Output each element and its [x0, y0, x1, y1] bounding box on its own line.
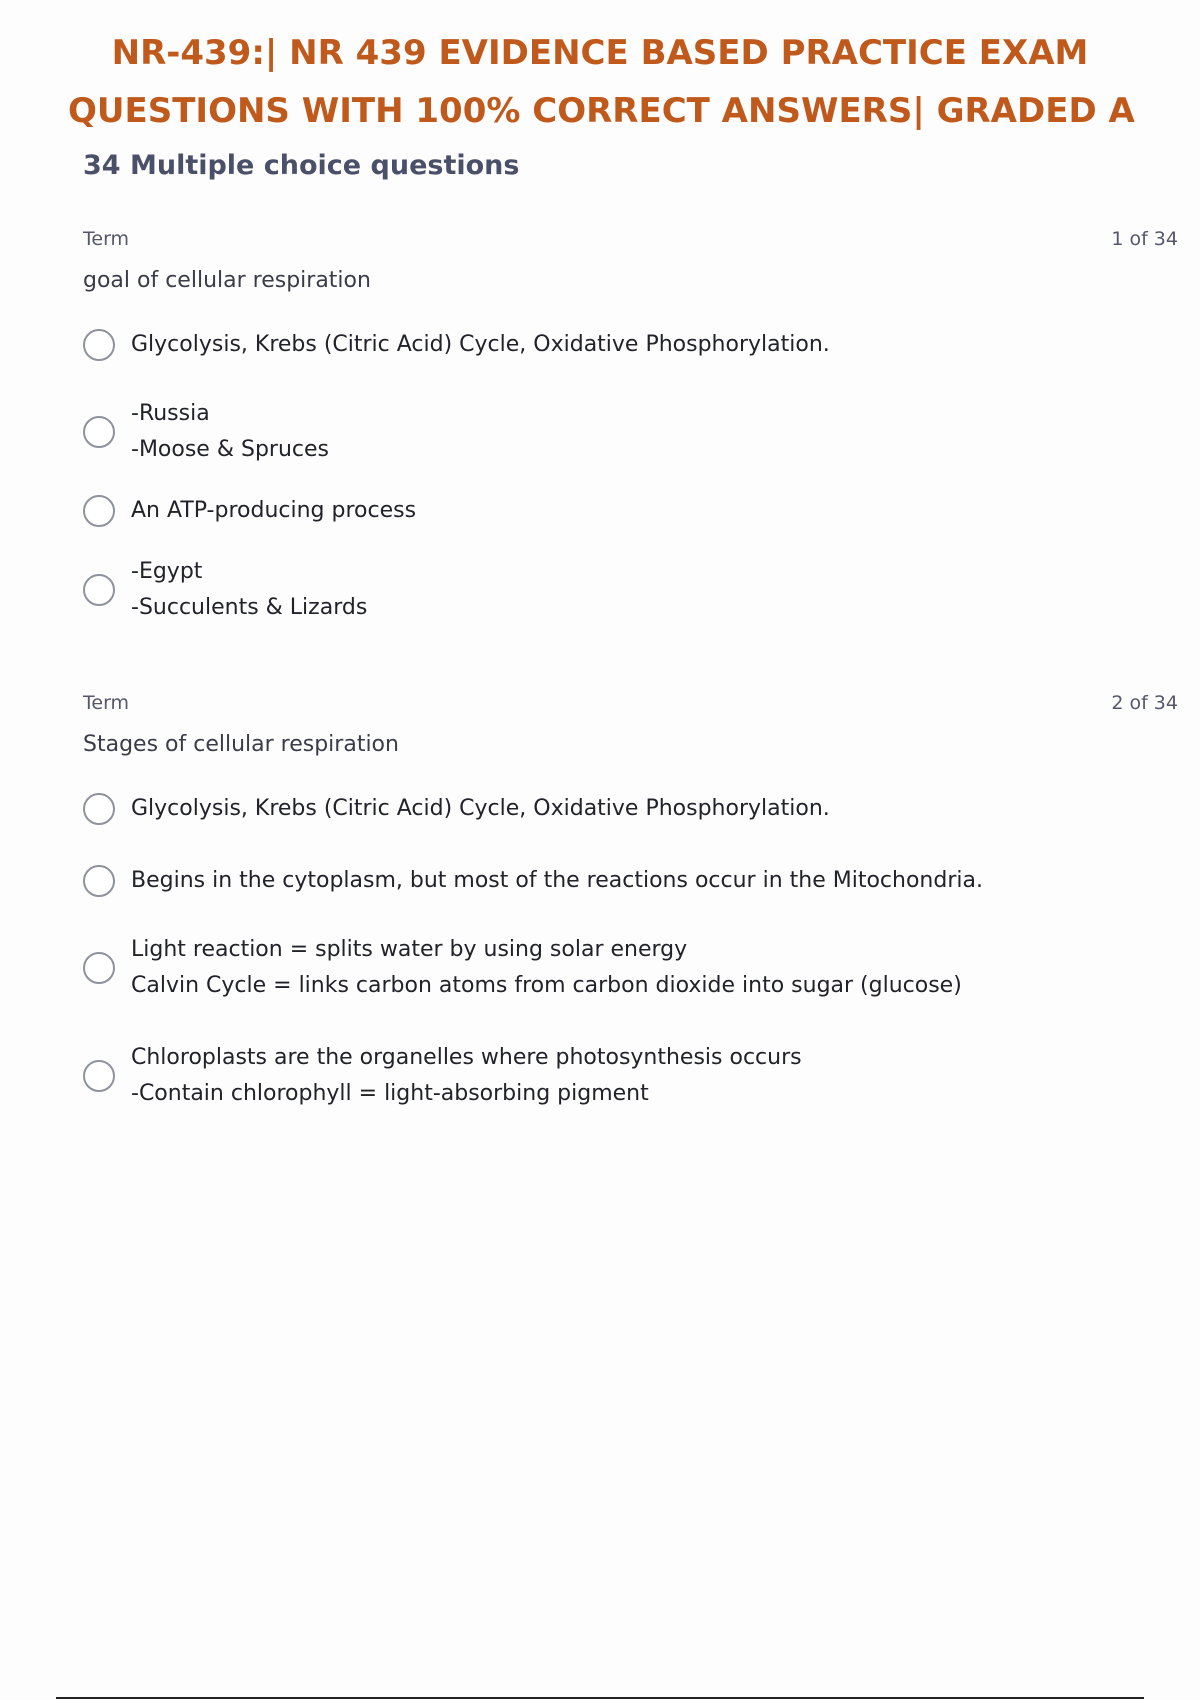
radio-button-icon[interactable]	[83, 793, 115, 825]
answer-options	[83, 324, 1178, 626]
answer-option-1[interactable]	[83, 788, 1178, 830]
title-line-2: QUESTIONS WITH 100% CORRECT ANSWERS| GRADED A	[68, 91, 1135, 131]
term-label: Term	[83, 692, 130, 714]
answer-option-text: Glycolysis, Krebs (Citric Acid) Cycle, Oxidative Phosphorylation.	[131, 332, 830, 357]
answer-option-text: -Egypt -Succulents & Lizards	[131, 559, 368, 620]
answer-option-1[interactable]	[83, 324, 1178, 366]
answer-option-4[interactable]	[83, 1040, 1178, 1112]
question-count-heading: 34 Multiple choice questions	[83, 150, 520, 181]
answer-option-2[interactable]	[83, 860, 1178, 902]
question-prompt: Stages of cellular respiration	[83, 732, 399, 757]
question-card-1	[83, 228, 1178, 626]
page-bottom-divider	[56, 1697, 1144, 1699]
term-label: Term	[83, 228, 130, 250]
answer-option-2[interactable]	[83, 396, 1178, 468]
radio-button-icon[interactable]	[83, 865, 115, 897]
answer-option-3[interactable]	[83, 932, 1178, 1004]
radio-button-icon[interactable]	[83, 329, 115, 361]
radio-button-icon[interactable]	[83, 952, 115, 984]
radio-button-icon[interactable]	[83, 1060, 115, 1092]
radio-button-icon[interactable]	[83, 416, 115, 448]
radio-button-icon[interactable]	[83, 574, 115, 606]
title-line-1: NR-439:| NR 439 EVIDENCE BASED PRACTICE EXAM	[111, 33, 1089, 73]
question-counter: 2 of 34	[1111, 692, 1178, 714]
question-card-2	[83, 692, 1178, 1112]
question-counter: 1 of 34	[1111, 228, 1178, 250]
answer-options	[83, 788, 1178, 1112]
answer-option-text: Begins in the cytoplasm, but most of the reactions occur in the Mitochondria.	[131, 868, 983, 893]
answer-option-text: Chloroplasts are the organelles where photosynthesis occurs -Contain chlorophyll = light-absorbing pigment	[131, 1045, 802, 1106]
answer-option-3[interactable]	[83, 490, 1178, 532]
answer-option-text: -Russia -Moose & Spruces	[131, 401, 329, 462]
answer-option-text: An ATP-producing process	[131, 498, 417, 523]
answer-option-text: Light reaction = splits water by using solar energy Calvin Cycle = links carbon atoms from carbon dioxide into sugar (glucose)	[131, 937, 962, 998]
answer-option-text: Glycolysis, Krebs (Citric Acid) Cycle, Oxidative Phosphorylation.	[131, 796, 830, 821]
answer-option-4[interactable]	[83, 554, 1178, 626]
document-title	[0, 24, 1200, 140]
radio-button-icon[interactable]	[83, 495, 115, 527]
question-prompt: goal of cellular respiration	[83, 268, 371, 293]
